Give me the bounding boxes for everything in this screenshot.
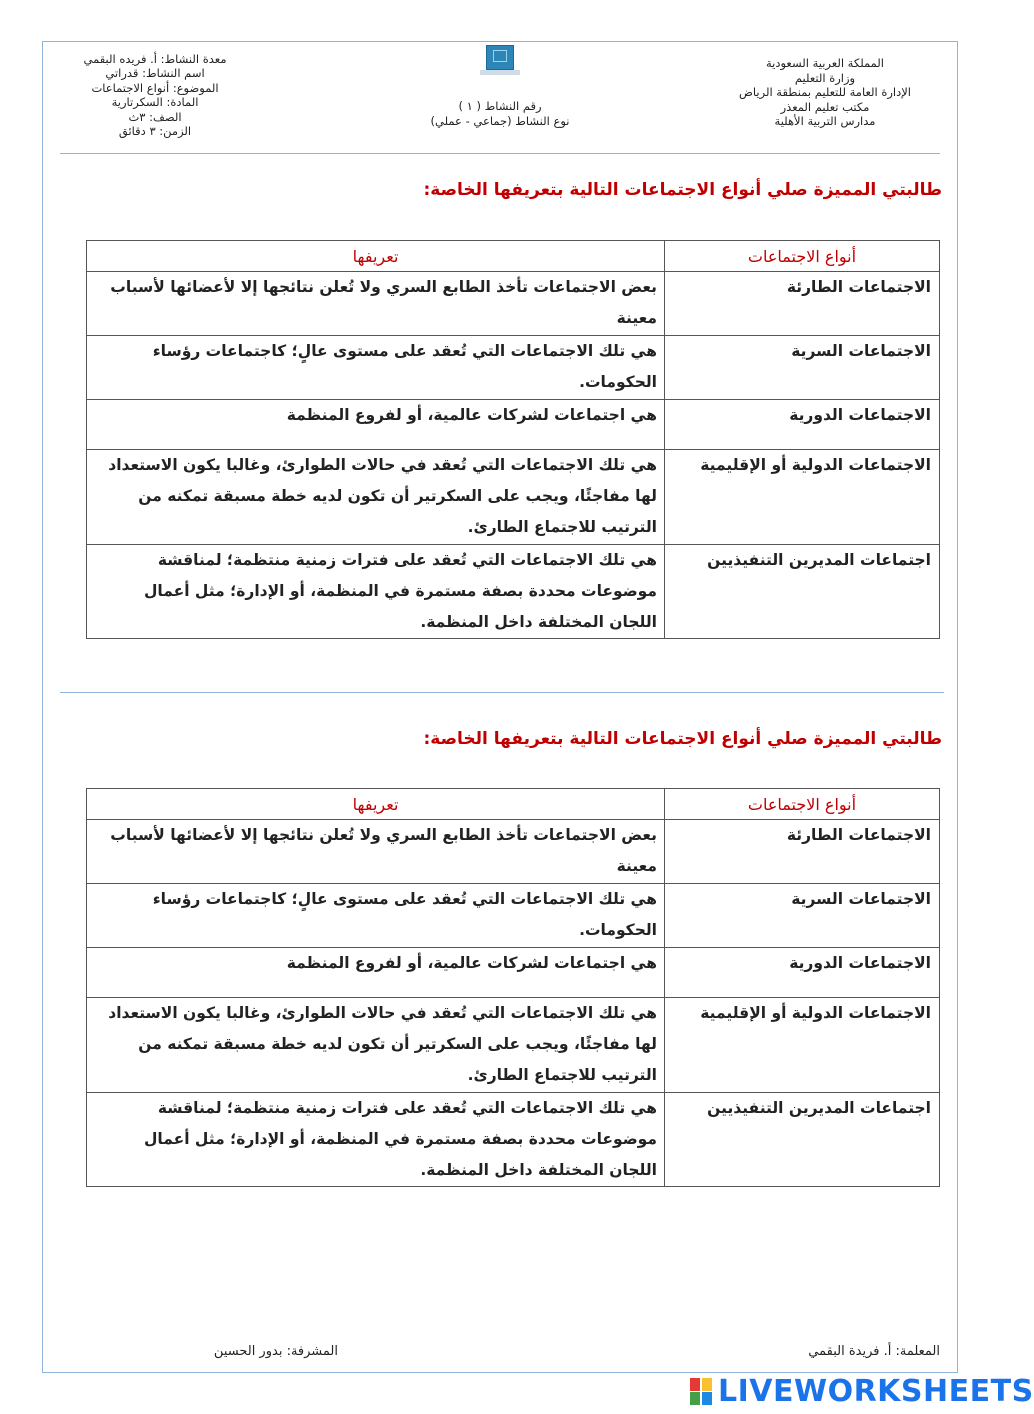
table-row (87, 336, 940, 400)
meeting-type[interactable]: الاجتماعات الدورية (665, 948, 940, 998)
meeting-type[interactable]: الاجتماعات الدورية (665, 400, 940, 450)
meeting-definition[interactable]: هي تلك الاجتماعات التي تُعقد في حالات الطوارئ، وغالبا يكون الاستعداد لها مفاجئًا، ويجب على السكرتير أن تكون لديه خطة مسبقة تمكنه من الترتيب للاجتماع الطارئ. (87, 998, 665, 1093)
detail-line: المادة: السكرتارية (111, 95, 199, 110)
meeting-definition[interactable]: هي اجتماعات لشركات عالمية، أو لفروع المنظمة (87, 948, 665, 998)
section-divider (60, 692, 944, 693)
table-row (87, 998, 940, 1093)
meeting-type[interactable]: الاجتماعات السرية (665, 336, 940, 400)
header-line: الإدارة العامة للتعليم بمنطقة الرياض (739, 85, 911, 100)
meeting-definition[interactable]: هي تلك الاجتماعات التي تُعقد على مستوى عالٍ؛ كاجتماعات رؤساء الحكومات. (87, 884, 665, 948)
meeting-type[interactable]: الاجتماعات السرية (665, 884, 940, 948)
instruction-text: طالبتي المميزة صلي أنواع الاجتماعات التالية بتعريفها الخاصة: (423, 180, 942, 200)
meeting-type[interactable]: الاجتماعات الدولية أو الإقليمية (665, 450, 940, 545)
ministry-logo-icon (486, 45, 514, 70)
ministry-header (735, 56, 915, 129)
header-line: مدارس التربية الأهلية (774, 114, 876, 129)
meeting-definition[interactable]: هي تلك الاجتماعات التي تُعقد على فترات زمنية منتظمة؛ لمناقشة موضوعات محددة بصفة مستمرة في المنظمة، أو الإدارة؛ مثل أعمال اللجان المختلفة داخل المنظمة. (87, 545, 665, 639)
activity-type: نوع النشاط (جماعي - عملي) (430, 114, 570, 128)
teacher-name: المعلمة: أ. فريدة البقمي (808, 1344, 940, 1359)
supervisor-name: المشرفة: بدور الحسين (213, 1344, 338, 1359)
column-header-types: أنواع الاجتماعات (665, 241, 940, 272)
meeting-definition[interactable]: هي اجتماعات لشركات عالمية، أو لفروع المنظمة (87, 400, 665, 450)
liveworksheets-text: LIVEWORKSHEETS (718, 1373, 1034, 1409)
meeting-type[interactable]: اجتماعات المديرين التنفيذيين (665, 545, 940, 639)
column-header-definition: تعريفها (87, 241, 665, 272)
detail-line: الموضوع: أنواع الاجتماعات (91, 80, 219, 95)
meeting-type[interactable]: اجتماعات المديرين التنفيذيين (665, 1093, 940, 1187)
detail-line: الصف: ٣ث (128, 109, 182, 124)
table-row (87, 948, 940, 998)
header-line: المملكة العربية السعودية (766, 56, 884, 70)
detail-line: الزمن: ٣ دقائق (118, 124, 192, 139)
column-header-types: أنواع الاجتماعات (665, 789, 940, 820)
meeting-definition[interactable]: هي تلك الاجتماعات التي تُعقد على فترات زمنية منتظمة؛ لمناقشة موضوعات محددة بصفة مستمرة في المنظمة، أو الإدارة؛ مثل أعمال اللجان المختلفة داخل المنظمة. (87, 1093, 665, 1187)
liveworksheets-logo-icon (690, 1376, 714, 1406)
table-row (87, 545, 940, 639)
liveworksheets-watermark (690, 1373, 1034, 1409)
activity-number: رقم النشاط ( ١ ) (458, 99, 542, 113)
instruction-text: طالبتي المميزة صلي أنواع الاجتماعات التالية بتعريفها الخاصة: (423, 729, 942, 749)
meeting-definition[interactable]: هي تلك الاجتماعات التي تُعقد على مستوى عالٍ؛ كاجتماعات رؤساء الحكومات. (87, 336, 665, 400)
table-row (87, 820, 940, 884)
header-line: مكتب تعليم المعذر (780, 99, 870, 114)
table-row (87, 272, 940, 336)
meeting-type[interactable]: الاجتماعات الطارئة (665, 820, 940, 884)
logo-caption-mark (480, 70, 520, 75)
matching-table (86, 788, 940, 1187)
table-row (87, 884, 940, 948)
table-row (87, 450, 940, 545)
column-header-definition: تعريفها (87, 789, 665, 820)
header-divider (60, 153, 940, 154)
meeting-definition[interactable]: بعض الاجتماعات تأخذ الطابع السري ولا تُعلن نتائجها إلا لأعضائها لأسباب معينة (87, 272, 665, 336)
meeting-type[interactable]: الاجتماعات الدولية أو الإقليمية (665, 998, 940, 1093)
detail-line: اسم النشاط: قدراتي (105, 66, 205, 81)
activity-info (410, 99, 590, 129)
meeting-definition[interactable]: هي تلك الاجتماعات التي تُعقد في حالات الطوارئ، وغالبا يكون الاستعداد لها مفاجئًا، ويجب على السكرتير أن تكون لديه خطة مسبقة تمكنه من الترتيب للاجتماع الطارئ. (87, 450, 665, 545)
table-row (87, 1093, 940, 1187)
matching-table (86, 240, 940, 639)
table-row (87, 400, 940, 450)
activity-details (70, 52, 240, 138)
header-line: وزارة التعليم (794, 70, 856, 85)
detail-line: معدة النشاط: أ. فريده البقمي (83, 52, 227, 66)
meeting-definition[interactable]: بعض الاجتماعات تأخذ الطابع السري ولا تُعلن نتائجها إلا لأعضائها لأسباب معينة (87, 820, 665, 884)
meeting-type[interactable]: الاجتماعات الطارئة (665, 272, 940, 336)
